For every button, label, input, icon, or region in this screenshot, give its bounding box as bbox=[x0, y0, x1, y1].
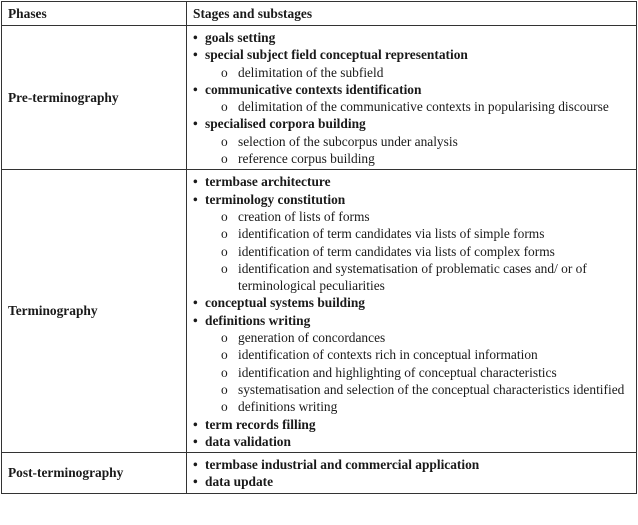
stage-item bbox=[187, 433, 636, 450]
substage-list bbox=[205, 133, 636, 168]
substage-label: identification and systematisation of problematic cases and/ or of terminological peculiarities bbox=[238, 260, 587, 294]
circle-bullet-icon: o bbox=[221, 381, 228, 397]
substage-item bbox=[205, 225, 636, 242]
substage-item bbox=[205, 133, 636, 150]
substage-item bbox=[205, 398, 636, 415]
substage-item bbox=[205, 364, 636, 381]
stage-label: terminology constitution bbox=[205, 191, 346, 207]
substage-label: delimitation of the subfield bbox=[238, 64, 384, 80]
bullet-icon: • bbox=[193, 81, 198, 97]
stages-cell bbox=[187, 453, 637, 494]
bullet-icon: • bbox=[193, 433, 198, 449]
stages-header: Stages and substages bbox=[187, 2, 637, 26]
stage-label: data validation bbox=[205, 433, 291, 449]
circle-bullet-icon: o bbox=[221, 243, 228, 259]
stage-label: termbase architecture bbox=[205, 174, 331, 190]
substage-label: generation of concordances bbox=[238, 330, 386, 346]
circle-bullet-icon: o bbox=[221, 364, 228, 380]
bullet-icon: • bbox=[193, 416, 198, 432]
stage-label: communicative contexts identification bbox=[205, 81, 422, 97]
substage-list bbox=[205, 98, 636, 115]
header-row bbox=[2, 2, 637, 26]
substage-list bbox=[205, 329, 636, 415]
stage-item bbox=[187, 29, 636, 46]
circle-bullet-icon: o bbox=[221, 347, 228, 363]
substage-item bbox=[205, 381, 636, 398]
table-row bbox=[2, 26, 637, 170]
stage-item bbox=[187, 473, 636, 490]
table-body bbox=[2, 26, 637, 494]
table-row bbox=[2, 170, 637, 453]
substage-label: selection of the subcorpus under analysis bbox=[238, 133, 458, 149]
substage-item bbox=[205, 243, 636, 260]
stage-label: goals setting bbox=[205, 30, 276, 45]
substage-item bbox=[205, 260, 636, 295]
circle-bullet-icon: o bbox=[221, 399, 228, 415]
stage-label: special subject field conceptual representation bbox=[205, 47, 468, 63]
circle-bullet-icon: o bbox=[221, 133, 228, 149]
stages-cell bbox=[187, 26, 637, 170]
stage-item bbox=[187, 173, 636, 190]
substage-label: identification of term candidates via lists of simple forms bbox=[238, 226, 545, 242]
bullet-icon: • bbox=[193, 47, 198, 63]
circle-bullet-icon: o bbox=[221, 151, 228, 167]
substage-item bbox=[205, 329, 636, 346]
stage-item bbox=[187, 46, 636, 81]
stage-label: definitions writing bbox=[205, 312, 311, 328]
substage-item bbox=[205, 346, 636, 363]
substage-list bbox=[205, 208, 636, 294]
stage-item bbox=[187, 294, 636, 311]
substage-item bbox=[205, 150, 636, 167]
phase-cell: Pre-terminography bbox=[2, 26, 187, 170]
stage-label: conceptual systems building bbox=[205, 295, 365, 311]
stage-item bbox=[187, 416, 636, 433]
table-row bbox=[2, 453, 637, 494]
stage-item bbox=[187, 191, 636, 295]
circle-bullet-icon: o bbox=[221, 330, 228, 346]
bullet-icon: • bbox=[193, 295, 198, 311]
substage-label: identification of term candidates via lists of complex forms bbox=[238, 243, 555, 259]
substage-item bbox=[205, 208, 636, 225]
bullet-icon: • bbox=[193, 457, 198, 473]
stages-cell bbox=[187, 170, 637, 453]
stage-label: termbase industrial and commercial application bbox=[205, 457, 480, 473]
bullet-icon: • bbox=[193, 116, 198, 132]
circle-bullet-icon: o bbox=[221, 99, 228, 115]
bullet-icon: • bbox=[193, 474, 198, 490]
phases-header: Phases bbox=[2, 2, 187, 26]
stage-list bbox=[187, 170, 636, 452]
stage-list bbox=[187, 26, 636, 169]
substage-label: definitions writing bbox=[238, 399, 338, 415]
circle-bullet-icon: o bbox=[221, 208, 228, 224]
substage-label: creation of lists of forms bbox=[238, 208, 370, 224]
phase-cell: Terminography bbox=[2, 170, 187, 453]
bullet-icon: • bbox=[193, 174, 198, 190]
stage-item bbox=[187, 312, 636, 416]
bullet-icon: • bbox=[193, 191, 198, 207]
substage-item bbox=[205, 64, 636, 81]
phases-table bbox=[1, 1, 637, 494]
stage-item bbox=[187, 456, 636, 473]
stage-label: data update bbox=[205, 474, 274, 490]
circle-bullet-icon: o bbox=[221, 260, 228, 276]
substage-label: identification of contexts rich in conceptual information bbox=[238, 347, 538, 363]
stage-label: term records filling bbox=[205, 416, 316, 432]
stage-item bbox=[187, 81, 636, 116]
substage-label: identification and highlighting of conceptual characteristics bbox=[238, 364, 557, 380]
circle-bullet-icon: o bbox=[221, 64, 228, 80]
stage-list bbox=[187, 453, 636, 493]
substage-label: delimitation of the communicative contexts in popularising discourse bbox=[238, 99, 609, 115]
substage-label: reference corpus building bbox=[238, 151, 375, 167]
phase-cell: Post-terminography bbox=[2, 453, 187, 494]
stage-item bbox=[187, 115, 636, 167]
bullet-icon: • bbox=[193, 30, 198, 45]
bullet-icon: • bbox=[193, 312, 198, 328]
substage-list bbox=[205, 64, 636, 81]
substage-label: systematisation and selection of the conceptual characteristics identified bbox=[238, 381, 625, 397]
substage-item bbox=[205, 98, 636, 115]
circle-bullet-icon: o bbox=[221, 226, 228, 242]
stage-label: specialised corpora building bbox=[205, 116, 366, 132]
